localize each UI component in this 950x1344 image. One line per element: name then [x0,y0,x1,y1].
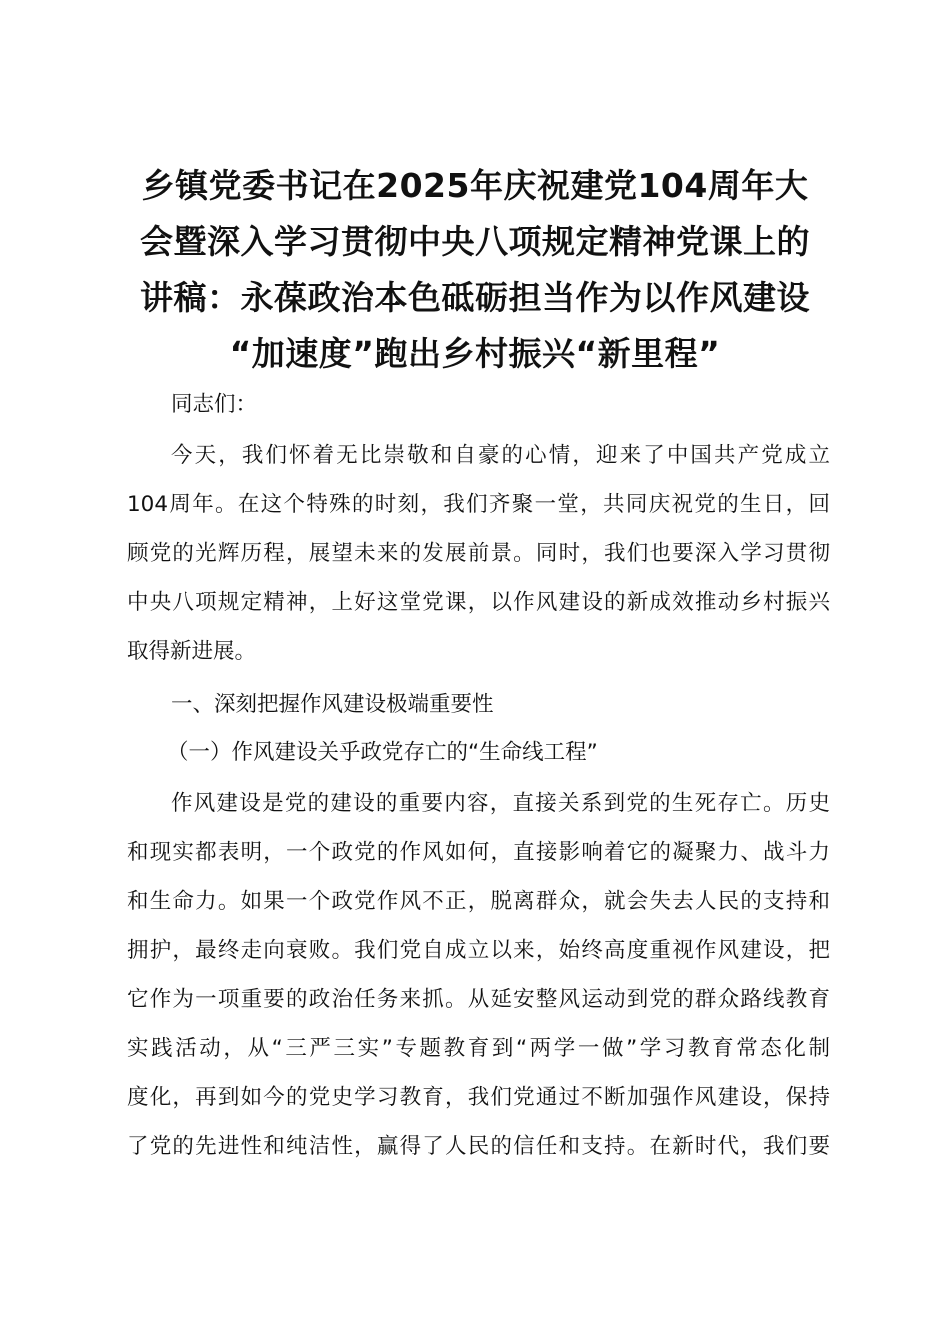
paragraph-line: 今天，我们怀着无比崇敬和自豪的心情，迎来了中国共产党成立 [171,443,830,468]
paragraph-line: 中央八项规定精神，上好这堂党课，以作风建设的新成效推动乡村振兴 [127,590,830,615]
paragraph-section-1 [127,779,830,1171]
subsection-heading-1: （一）作风建设关乎政党存亡的“生命线工程” [167,740,598,765]
paragraph-line: 顾党的光辉历程，展望未来的发展前景。同时，我们也要深入学习贯彻 [127,541,830,566]
paragraph-line: 和现实都表明，一个政党的作风如何，直接影响着它的凝聚力、战斗力 [127,840,830,865]
document-title [110,158,840,382]
paragraph-line: 实践活动，从“三严三实”专题教育到“两学一做”学习教育常态化制 [127,1036,830,1061]
paragraph-line: 和生命力。如果一个政党作风不正，脱离群众，就会失去人民的支持和 [127,889,830,914]
title-line: 会暨深入学习贯彻中央八项规定精神党课上的 [140,222,810,261]
title-line: 讲稿：永葆政治本色砥砺担当作为以作风建设 [140,278,810,317]
title-line: 乡镇党委书记在2025年庆祝建党104周年大 [141,166,809,205]
paragraph-intro [127,431,830,676]
paragraph-line: 作风建设是党的建设的重要内容，直接关系到党的生死存亡。历史 [171,791,830,816]
paragraph-line: 度化，再到如今的党史学习教育，我们党通过不断加强作风建设，保持 [127,1085,830,1110]
paragraph-line: 它作为一项重要的政治任务来抓。从延安整风运动到党的群众路线教育 [127,987,830,1012]
section-heading-1: 一、深刻把握作风建设极端重要性 [171,692,494,717]
paragraph-line: 取得新进展。 [127,639,257,664]
paragraph-line: 拥护，最终走向衰败。我们党自成立以来，始终高度重视作风建设，把 [127,938,830,963]
paragraph-line: 104周年。在这个特殊的时刻，我们齐聚一堂，共同庆祝党的生日，回 [127,492,830,517]
salutation: 同志们： [171,392,258,417]
paragraph-line: 了党的先进性和纯洁性，赢得了人民的信任和支持。在新时代，我们要 [127,1134,830,1159]
title-line: “加速度”跑出乡村振兴“新里程” [229,334,721,373]
